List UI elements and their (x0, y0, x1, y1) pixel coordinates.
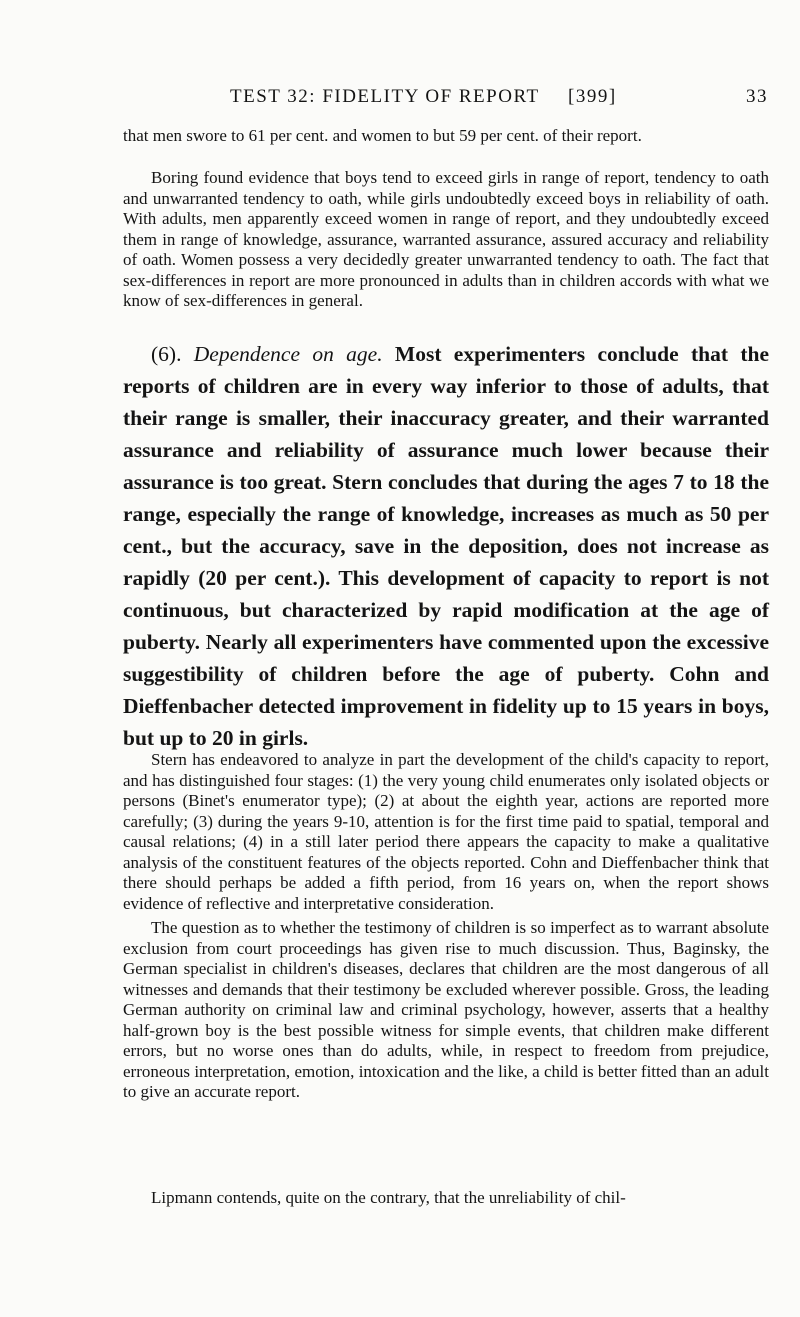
paragraph-lipmann (123, 1188, 769, 1209)
paragraph-testimony-question (123, 918, 769, 1103)
section-reference: [399] (568, 86, 617, 107)
paragraph-boring (123, 168, 769, 312)
running-head (230, 86, 768, 116)
paragraph-text: that men swore to 61 per cent. and women to but 59 per cent. of their report. (123, 126, 642, 145)
section-number: (6). (151, 342, 182, 366)
section-paragraph (123, 338, 769, 754)
running-head-title: TEST 32: FIDELITY OF REPORT (230, 86, 540, 107)
paragraph-text: The question as to whether the testimony of children is so imperfect as to warrant absolute exclusion from court proceedings has given rise to much discussion. Thus, Baginsky, the German specialist in children's diseases, declares that children are the most dangerous of all witnesses and demands that their testimony be excluded wherever possible. Gross, the leading German authority on criminal law and criminal psychology, however, asserts that a healthy half-grown boy is the best possible witness for simple events, that children make different errors, but no worse ones than do adults, while, in respect to freedom from prejudice, erroneous interpretation, emotion, intoxication and the like, a child is better fitted than an adult to give an accurate report. (123, 918, 769, 1101)
section-body: Most experimenters conclude that the reports of children are in every way inferior to those of adults, that their range is smaller, their inaccuracy greater, and their warranted assurance and reliability of assurance much lower because their assurance is too great. Stern concludes that during the ages 7 to 18 the range, especially the range of knowledge, increases as much as 50 per cent., but the accuracy, save in the deposition, does not increase as rapidly (20 per cent.). This development of capacity to report is not continuous, but characterized by rapid modification at the age of puberty. Nearly all experimenters have commented upon the excessive suggestibility of children before the age of puberty. Cohn and Dieffenbacher detected improvement in fidelity up to 15 years in boys, but up to 20 in girls. (123, 342, 770, 750)
section-heading: Dependence on age. (193, 342, 383, 366)
page-number: 33 (746, 86, 768, 107)
paragraph-continuation (123, 126, 769, 147)
section-dependence-on-age (123, 338, 769, 754)
paragraph-stern (123, 750, 769, 914)
paragraph-text: Stern has endeavored to analyze in part the development of the child's capacity to report, and has distinguished four stages: (1) the very young child enumerates only isolated objects or persons (Binet's enumerator type); (2) at about the eighth year, actions are reported more carefully; (3) during the years 9-10, attention is for the first time paid to spatial, temporal and causal relations; (4) in a still later period there appears the capacity to make a qualitative analysis of the constituent features of the objects reported. Cohn and Dieffenbacher think that there should perhaps be added a fifth period, from 16 years on, when the report shows evidence of reflective and interpretative consideration. (123, 750, 769, 913)
paragraph-text: Lipmann contends, quite on the contrary, that the unreliability of chil- (151, 1188, 626, 1207)
paragraph-text: Boring found evidence that boys tend to exceed girls in range of report, tendency to oath and unwarranted tendency to oath, while girls undoubtedly exceed boys in reliability of oath. With adults, men apparently exceed women in range of report, and they undoubtedly exceed them in range of knowledge, assurance, warranted assurance, assured accuracy and reliability of oath. Women possess a very decidedly greater unwarranted tendency to oath. The fact that sex-differences in report are more pronounced in adults than in children accords with what we know of sex-differences in general. (123, 168, 769, 310)
